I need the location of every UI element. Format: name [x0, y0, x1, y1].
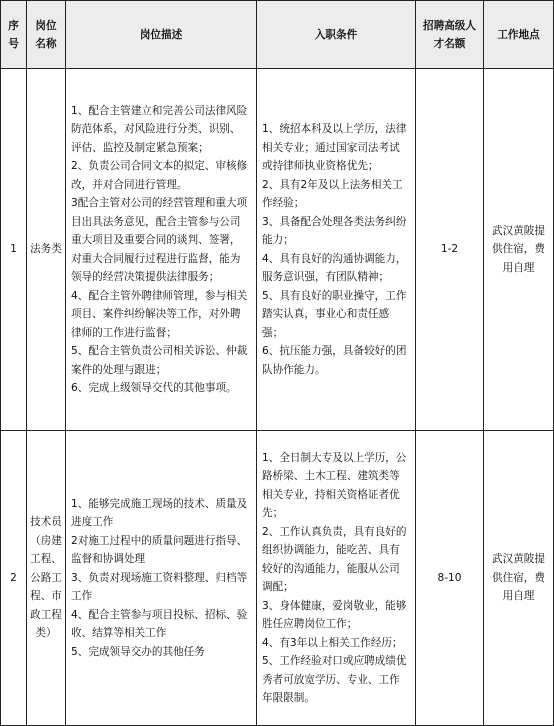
header-requirements: 入职条件	[257, 1, 416, 69]
requirement-item: 2、工作认真负责，具有良好的组织协调能力，能吃苦、具有较好的沟通能力，能服从公司调配；	[262, 525, 407, 593]
header-seq: 序号	[1, 1, 27, 69]
table-row	[1, 69, 554, 431]
requirement-item: 1、全日制大专及以上学历，公路桥梁、土木工程、建筑类等相关专业，持相关资格证者优先；	[262, 451, 407, 519]
requirement-item: 3、身体健康，爱岗敬业，能够胜任应聘岗位工作；	[262, 599, 407, 630]
header-position: 岗位名称	[27, 1, 66, 69]
row-position: 技术员（房建工程、公路工程、市政工程类）	[27, 431, 66, 726]
header-quota: 招聘高级人才名额	[416, 1, 484, 69]
table-row	[1, 431, 554, 726]
description-item: 4、配合主管外聘律师管理，参与相关项目、案件纠纷解决等工作，对外聘律师的工作进行监督；	[71, 289, 248, 339]
requirement-item: 6、抗压能力强，具备较好的团队协作能力。	[262, 345, 407, 376]
row-description	[66, 431, 257, 726]
row-quota: 1-2	[416, 69, 484, 431]
row-location: 武汉黄陂提供住宿，费用自理	[484, 69, 554, 431]
description-item: 1、能够完成施工现场的技术、质量及进度工作	[71, 497, 248, 529]
description-item: 4、配合主管参与项目投标、招标、验收、结算等相关工作	[71, 608, 248, 640]
description-item: 1、配合主管建立和完善公司法律风险防范体系，对风险进行分类、识别、评估、监控及制定紧急预案；	[71, 104, 248, 154]
row-seq: 2	[1, 431, 27, 726]
row-seq: 1	[1, 69, 27, 431]
description-item: 3、负责对现场施工资料整理、归档等工作	[71, 571, 248, 603]
row-position: 法务类	[27, 69, 66, 431]
requirement-item: 1、统招本科及以上学历，法律相关专业；通过国家司法考试或持律师执业资格优先；	[262, 123, 407, 172]
description-item: 2对施工过程中的质量问题进行指导、监督和协调处理	[71, 534, 248, 566]
requirement-item: 3、具备配合处理各类法务纠纷能力；	[262, 215, 407, 246]
requirement-item: 5、工作经验对口或应聘成绩优秀者可放宽学历、专业、工作年限限制。	[262, 655, 407, 704]
header-description: 岗位描述	[66, 1, 257, 69]
row-location: 武汉黄陂提供住宿，费用自理	[484, 431, 554, 726]
header-location: 工作地点	[484, 1, 554, 69]
requirement-item: 2、具有2年及以上法务相关工作经验；	[262, 178, 403, 209]
requirement-item: 5、具有良好的职业操守，工作踏实认真，事业心和责任感强；	[262, 289, 407, 339]
row-description	[66, 69, 257, 431]
description-item: 5、配合主管负责公司相关诉讼、仲裁案件的处理与跟进；	[71, 345, 248, 376]
row-requirements	[257, 431, 416, 726]
description-item: 2、负责公司合同文本的拟定、审核修改，并对合同进行管理。	[71, 160, 248, 191]
row-quota: 8-10	[416, 431, 484, 726]
requirement-item: 4、具有良好的沟通协调能力，服务意识强，有团队精神；	[262, 252, 407, 283]
table-header-row	[1, 1, 554, 69]
description-item: 3配合主管对公司的经营管理和重大项目出具法务意见，配合主管参与公司重大项目及重要合同的谈判、签署，对重大合同履行过程进行监督，能为领导的经营决策提供法律服务；	[71, 197, 248, 283]
description-item: 5、完成领导交办的其他任务	[71, 645, 205, 658]
requirement-item: 4、有3年以上相关工作经历；	[262, 636, 403, 649]
row-requirements	[257, 69, 416, 431]
description-item: 6、完成上级领导交代的其他事项。	[71, 382, 237, 394]
